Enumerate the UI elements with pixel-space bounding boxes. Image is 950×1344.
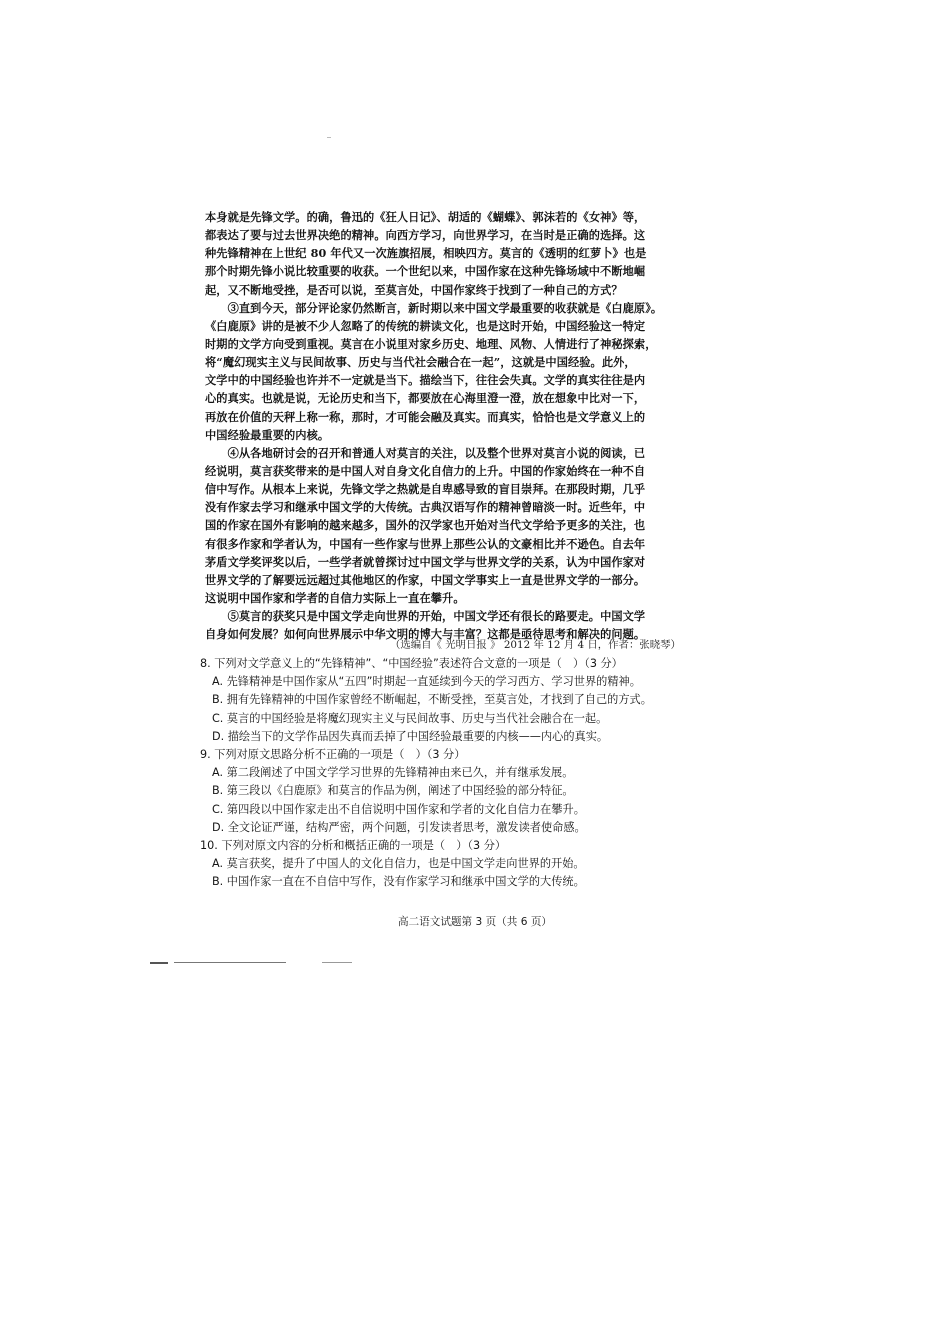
- article-line: 中国经验最重要的内核。: [205, 427, 330, 442]
- article-line: 再放在价值的天秤上称一称，那时，才可能会融及真实。而真实，恰恰也是文学意义上的: [205, 409, 646, 424]
- answer-option: D. 描绘当下的文学作品因失真而丢掉了中国经验最重要的内核——内心的真实。: [212, 729, 609, 743]
- article-line: 心的真实。也就是说，无论历史和当下，都要放在心海里澄一澄，放在想象中比对一下，: [205, 391, 646, 406]
- question-section: [200, 655, 700, 891]
- question-9: [200, 746, 700, 837]
- article-source: （选编自《 光明日报 》 2012 年 12 月 4 日，作者：张晓琴）: [390, 639, 681, 651]
- answer-option: B. 第三段以《白鹿原》和莫言的作品为例，阐述了中国经验的部分特征。: [212, 784, 574, 798]
- question-8: [200, 655, 700, 746]
- scan-edge-line: [150, 962, 168, 964]
- article-line: 这说明中国作家和学者的自信力实际上一直在攀升。: [205, 590, 465, 605]
- article-line: 本身就是先锋文学。的确，鲁迅的《狂人日记》、胡适的《蝴蝶》、郭沫若的《女神》等，: [205, 210, 646, 224]
- answer-option: C. 莫言的中国经验是将魔幻现实主义与民间故事、历史与当代社会融合在一起。: [212, 711, 608, 725]
- article-line: 那个时期先锋小说比较重要的收获。一个世纪以来，中国作家在这种先锋场域中不断地崛: [205, 264, 646, 279]
- article-line: 都表达了要与过去世界决绝的精神。向西方学习，向世界学习，在当时是正确的选择。这: [205, 228, 646, 243]
- answer-option: B. 中国作家一直在不自信中写作，没有作家学习和继承中国文学的大传统。: [212, 875, 585, 889]
- scan-speck: [327, 137, 331, 138]
- article-line: 没有作家去学习和继承中国文学的大传统。古典汉语写作的精神曾暗淡一时。近些年，中: [205, 500, 646, 515]
- article-line: 自身如何发展？如何向世界展示中华文明的博大与丰富？这都是亟待思考和解决的问题。: [205, 627, 646, 642]
- answer-option: B. 拥有先锋精神的中国作家曾经不断崛起，不断受挫，至莫言处，才找到了自己的方式。: [212, 693, 652, 707]
- article-line: 文学中的中国经验也许并不一定就是当下。描绘当下，往往会失真。文学的真实往往是内: [205, 373, 646, 388]
- article-line: 世界文学的了解要远远超过其他地区的作家，中国文学事实上一直是世界文学的一部分。: [205, 572, 646, 587]
- question-stem: 9. 下列对原文思路分析不正确的一项是（ ）（3 分）: [200, 747, 466, 761]
- article-line: 信中写作。从根本上来说，先锋文学之热就是自卑感导致的盲目崇拜。在那段时期，几乎: [205, 482, 646, 497]
- article-line: 将“魔幻现实主义与民间故事、历史与当代社会融合在一起”，这就是中国经验。此外，: [205, 355, 636, 370]
- question-10: [200, 837, 700, 892]
- article-line: ⑤莫言的获奖只是中国文学走向世界的开始，中国文学还有很长的路要走。中国文学: [205, 609, 646, 624]
- article-line: 国的作家在国外有影响的越来越多，国外的汉学家也开始对当代文学给予更多的关注，也: [205, 518, 646, 533]
- article-line: ③直到今天，部分评论家仍然断言，新时期以来中国文学最重要的收获就是《白鹿原》。: [205, 300, 663, 315]
- article-line: 《白鹿原》讲的是被不少人忽略了的传统的耕读文化，也是这时开始，中国经验这一特定: [205, 318, 646, 333]
- page-footer: 高二语文试题第 3 页（共 6 页）: [397, 916, 553, 928]
- article-body: [205, 208, 681, 643]
- question-stem: 10. 下列对原文内容的分析和概括正确的一项是（ ）（3 分）: [200, 838, 507, 852]
- scan-edge-line: [322, 962, 352, 963]
- answer-option: A. 先锋精神是中国作家从“五四”时期起一直延续到今天的学习西方、学习世界的精神。: [212, 675, 641, 689]
- article-line: 种先锋精神在上世纪 80 年代又一次旌旗招展，相映四方。莫言的《透明的红萝卜》也是: [205, 246, 647, 261]
- answer-option: C. 第四段以中国作家走出不自信说明中国作家和学者的文化自信力在攀升。: [212, 802, 585, 816]
- answer-option: D. 全文论证严谨，结构严密，两个问题，引发读者思考，激发读者使命感。: [212, 820, 586, 834]
- answer-option: A. 莫言获奖，提升了中国人的文化自信力，也是中国文学走向世界的开始。: [212, 857, 585, 871]
- answer-option: A. 第二段阐述了中国文学学习世界的先锋精神由来已久，并有继承发展。: [212, 766, 574, 780]
- article-line: 时期的文学方向受到重视。莫言在小说里对家乡历史、地理、风物、人情进行了神秘探索，: [205, 336, 657, 351]
- article-line: 经说明，莫言获奖带来的是中国人对自身文化自信力的上升。中国的作家始终在一种不自: [205, 463, 646, 478]
- scan-edge-line: [174, 962, 286, 963]
- article-line: 茅盾文学奖评奖以后，一些学者就曾探讨过中国文学与世界文学的关系，认为中国作家对: [205, 554, 646, 569]
- article-line: 有很多作家和学者认为，中国有一些作家与世界上那些公认的文豪相比并不逊色。自去年: [205, 536, 646, 551]
- question-stem: 8. 下列对文学意义上的“先锋精神”、“中国经验”表述符合文意的一项是（ ）（3 分）: [200, 657, 623, 670]
- article-line: 起，又不断地受挫，是否可以说，至莫言处，中国作家终于找到了一种自己的方式？: [205, 282, 623, 297]
- article-line: ④从各地研讨会的召开和普通人对莫言的关注，以及整个世界对莫言小说的阅读，已: [205, 445, 646, 460]
